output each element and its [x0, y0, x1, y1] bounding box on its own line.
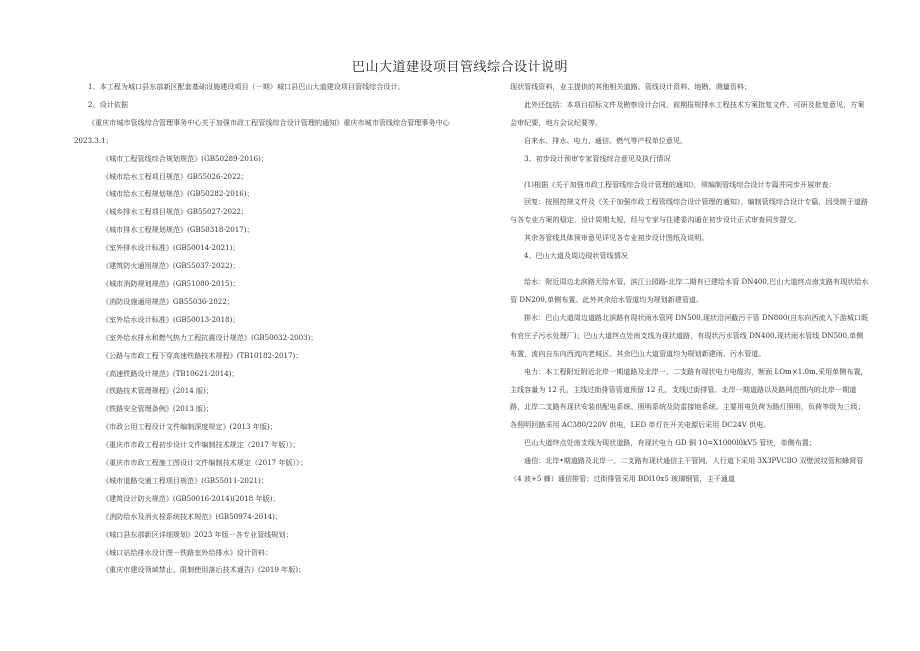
paragraph-reply: 回复：按照控规文件及《关于加强市政工程管线综合设计管理的通知》，编制管线综合设计专篇，因受制于道路与各专业方案的稳定，设计周期太短，经与专家与住建委沟通在初步设计正式审查同步提交。: [510, 197, 869, 225]
reference-item: 《城市消防规划规范》(GB51080-2015)；: [102, 278, 240, 288]
reference-item: 《消防给水及消火栓系统技术规范》(GB50974-2014)；: [102, 511, 283, 521]
paragraph: 自来水、排水、电力、通信、燃气等产权单位意见。: [524, 135, 688, 145]
section-heading-existing-pipelines: 4、巴山大道及周边现状管线情况: [524, 251, 628, 261]
section-heading-review-opinions: 3、初步设计预审专家管线综合意见及执行情况: [524, 153, 671, 163]
reference-item: 《重庆市市政工程初步设计文件编制技术规定（2017 年版）》；: [102, 440, 300, 450]
reference-item: 《室外排水设计标准》(GB50014-2021)；: [102, 243, 240, 253]
reference-item: 《建筑防火通用规范》(GB55037-2022)；: [102, 261, 240, 271]
reference-item: 《铁路技术管理规程》(2014 版)；: [102, 386, 213, 396]
paragraph-drainage: 排水：巴山大道周边道路北滨路有现状雨水管网 DN500,现状沿河截污干管 DN800(自东向西流入下游城口既有官庄子污水处理厂)；巴山大道终点处南支线为现状道路，有现状污水管线 DN400,现状雨水管线 DN500,单侧布置，流向自东向西流向老城区。其余巴山大道管道均为规划新建雨、污水管道。: [510, 312, 869, 358]
paragraph: 其余各管线具体预审意见详见各专业初步设计图纸及说明。: [524, 233, 709, 243]
paragraph-power: 电力：本工程附近附近北岸一期道路及北岸一、二支路有现状电力电缆沟，断面 LOm×1.0m,采用单侧布置，主线容量为 12 孔，主线过街排管管道预留 12 孔，支线过街排管。北岸一期道路以及路网范围内的北岸一期道路、北岸二支路有现状安装供配电系统、照明系统及防雷接地系统。主要用电负荷为路灯照明，负荷等级为三级；各照明回路采用 AC380/220V 供电，LED 单灯在开关电源后采用 DC24V 供电。: [510, 366, 868, 430]
reference-item: 《室外给水排水和燃气热力工程抗震设计规范》(GB50032-2003)；: [102, 332, 318, 342]
reference-item: 《城市排水工程规划规范》(GB50318-2017)；: [102, 225, 254, 235]
paragraph: (1)根据《关于加强市政工程管线综合设计管理的通知》，须编制管线综合设计专篇并同步开展审查：: [524, 179, 836, 189]
reference-item: 《城市工程管线综合规划规范》(GB50289-2016)；: [102, 153, 268, 163]
reference-item: 《城口县东部新区详细规划》2023 年版－各专业管线规划；: [102, 529, 293, 539]
reference-item: 《铁路安全管理条例》(2013 版)；: [102, 404, 213, 414]
paragraph-continued: 现状管线资料，业主提供的其他相关道路、管线设计资料、地勘、测量资料；: [510, 82, 752, 91]
reference-item: 《城市给水工程项目规范》GB55026-2022；: [102, 171, 249, 181]
reference-item: 《室外给水设计标准》(GB50013-2018)；: [102, 314, 240, 324]
left-column: [74, 78, 454, 579]
reference-item: 《城市给水工程规划规范》(GB50282-2016)；: [102, 189, 254, 199]
reference-item: 《城乡排水工程项目规范》GB55027-2022；: [102, 207, 249, 217]
right-column: [510, 78, 870, 488]
reference-item: 《市政公用工程设计文件编制深度规定》(2013 年版)；: [102, 422, 277, 432]
reference-item: 《城口站给排水设计图－铁路室外给排水》设计资料；: [102, 547, 273, 557]
reference-item: 《高速铁路设计规范》(TB10621-2014)；: [102, 368, 239, 378]
reference-item: 《公路与市政工程下穿高速铁路技术规程》(TB10182-2017)；: [102, 350, 303, 360]
paragraph-water-supply: 给水：附近周边北滨路无给水管，滨江公园路-北岸二期有已建给水管 DN400,巴山大道终点南支路有现状给水管 DN200,单侧布置。此外其余给水管道均为规划新建管道。: [510, 277, 869, 304]
reference-item: 《建筑设计防火规范》(GB50016-2014)(2018 年版)；: [102, 493, 280, 503]
paragraph-telecom: 通信：北岸•期道路及北岸一、二支路有现状通信主干管网，人行道下采用 3X3PVCllO 双壁波纹管和蜂窝管（4 波+5 蜂）通信排管；过街排管采用 BDl10x5 玻璃钢管，主干通道: [510, 456, 864, 484]
reference-item: 《重庆市建设领域禁止、限制使用落后技术通告》(2019 年版)；: [102, 565, 306, 575]
paragraph: 此外还包括：本项目招标文件及勘察设计合同、前期报规排水工程技术方案批复文件、可研及批复意见，方案会审纪要，地方会议纪要等。: [510, 99, 865, 127]
document-title: 巴山大道建设项目管线综合设计说明: [351, 60, 568, 75]
paragraph: 巴山大道终点处南支线为现状道路，有现状电力 GD 铜 10=X1000l0kV5 管块，单侧布置；: [524, 438, 816, 448]
reference-item: 《城市道路交通工程项目规范》(GB55011-2021)；: [102, 475, 268, 485]
section-heading-design-basis: 2、设计依据: [88, 99, 128, 109]
paragraph-intro: 1、本工程为城口县东部新区配套基础设施建设项目（一期）城口县巴山大道建设项目管线综合设计。: [88, 82, 405, 91]
reference-item: 《消防设施通用规范》GB55036-2022；: [102, 296, 234, 306]
reference-item: 《重庆市城市管线综合管理事务中心关于加强市政工程管线综合设计管理的通知》重庆市城市管线综合管理事务中心 2023.3.1；: [74, 117, 450, 145]
reference-item: 《重庆市市政工程施工图设计文件编制技术规定（2017 年版）》；: [102, 458, 307, 468]
